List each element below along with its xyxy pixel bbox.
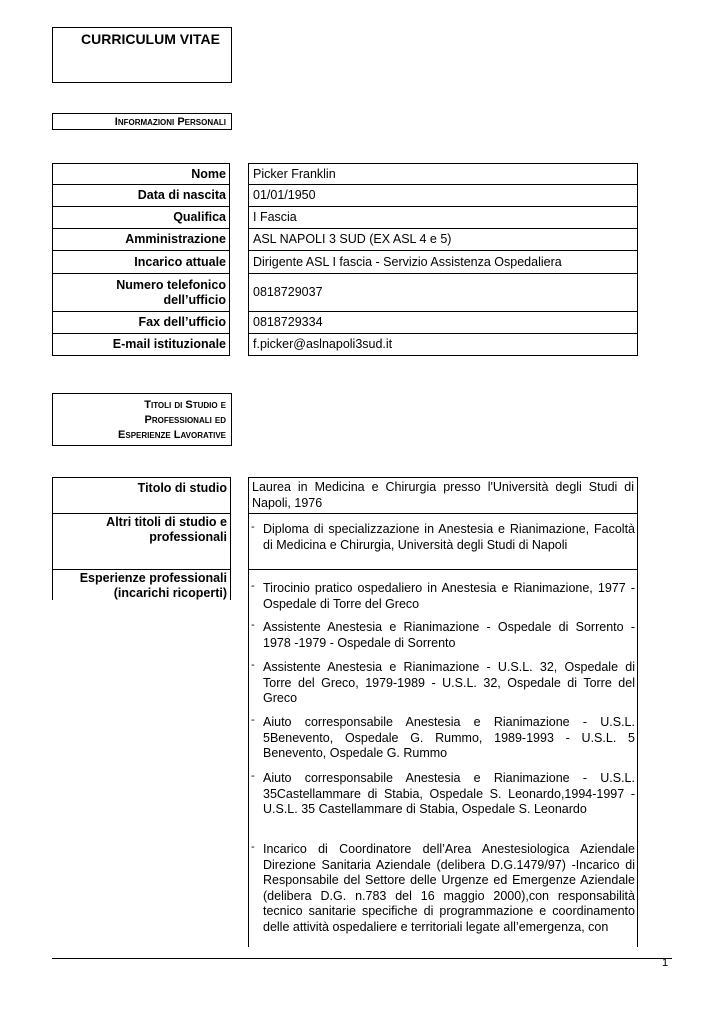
label-data-nascita: Data di nascita [52,184,230,207]
footer-divider [52,958,672,959]
label-numero-telefonico-line1: Numero telefonico [116,278,226,292]
section-heading-studies [52,393,232,446]
value-amministrazione: ASL NAPOLI 3 SUD (EX ASL 4 e 5) [248,228,638,251]
label-numero-telefonico-line2: dell’ufficio [163,293,226,307]
label-altri-titoli [52,515,230,545]
bullet-dash: - [251,521,255,533]
value-email: f.picker@aslnapoli3sud.it [248,333,638,356]
studies-value-border-right [637,477,638,947]
bullet-dash: - [251,841,255,853]
list-item [251,841,635,948]
value-numero-telefonico: 0818729037 [248,273,638,312]
label-numero-telefonico [52,273,230,312]
title-box [52,27,232,83]
bullet-dash: - [251,714,255,726]
list-item [251,580,635,612]
list-item [251,659,635,707]
bullet-dash: - [251,619,255,631]
page-number: 1 [662,957,669,969]
label-esperienze-line2: (incarichi ricoperti) [113,586,227,600]
list-item [251,714,635,762]
value-incarico-attuale: Dirigente ASL I fascia - Servizio Assistenza Ospedaliera [248,250,638,274]
studies-label-border-right [230,477,231,600]
studies-label-divider-2 [52,569,231,570]
list-item-text: Assistente Anestesia e Rianimazione - Ospedale di Sorrento - 1978 -1979 - Ospedale di Sorrento [263,620,635,650]
label-fax: Fax dell’ufficio [52,311,230,334]
value-nome: Picker Franklin [248,163,638,185]
studies-label-divider-1 [52,513,231,514]
list-item-text: Aiuto corresponsabile Anestesia e Rianimazione - U.S.L. 5Benevento, Ospedale G. Rummo, 1989-1993 - U.S.L. 5 Benevento, Ospedale G. Rummo [263,715,635,760]
bullet-dash: - [251,580,255,592]
label-titolo-studio: Titolo di studio [137,481,227,495]
label-incarico-attuale: Incarico attuale [52,250,230,274]
studies-value-divider-1 [248,513,638,514]
label-amministrazione: Amministrazione [52,228,230,251]
value-qualifica: I Fascia [248,206,638,229]
list-item-text: Diploma di specializzazione in Anestesia e Rianimazione, Facoltà di Medicina e Chirurgia, Università degli Studi di Napoli [263,522,635,552]
list-item-text: Assistente Anestesia e Rianimazione - U.S.L. 32, Ospedale di Torre del Greco, 1979-1989 - U.S.L. 32, Ospedale di Torre del Greco [263,660,635,705]
section-heading-studies-line3: Esperienze Lavorative [118,429,226,441]
label-esperienze [52,571,230,601]
label-qualifica: Qualifica [52,206,230,229]
page-title: CURRICULUM VITAE [81,31,220,47]
bullet-dash: - [251,659,255,671]
label-altri-titoli-line1: Altri titoli di studio e [106,515,227,529]
studies-label-border-top [52,477,231,478]
studies-value-divider-2 [248,569,638,570]
section-heading-personal [52,113,232,130]
section-heading-studies-line1: Titoli di Studio e [144,399,226,411]
label-altri-titoli-line2: professionali [149,530,227,544]
label-email: E-mail istituzionale [52,333,230,356]
list-item-text: Tirocinio pratico ospedaliero in Anestesia e Rianimazione, 1977 - Ospedale di Torre del Greco [263,581,635,611]
studies-value-border-left [248,477,249,947]
list-item [251,770,635,818]
bullet-dash: - [251,770,255,782]
list-item-text: Incarico di Coordinatore dell’Area Anestesiologica Aziendale Direzione Sanitaria Aziendale (delibera D.G.1479/97) -Incarico di Responsabile del Settore delle Urgenze ed Emergenze Aziendale (delibera D.G. n.783 del 16 maggio 2000),con responsabilità tecnico sanitarie specifiche di programmazione e coordinamento delle attività ospedaliere e territoriali legate all’emergenza, con [263,842,635,934]
list-item [251,619,635,651]
label-esperienze-line1: Esperienze professionali [79,571,227,585]
value-data-nascita: 01/01/1950 [248,184,638,207]
value-fax: 0818729334 [248,311,638,334]
section-heading-studies-line2: Professionali ed [144,414,226,426]
list-item [251,521,635,553]
value-titolo-studio: Laurea in Medicina e Chirurgia presso l'Università degli Studi di Napoli, 1976 [252,480,634,510]
label-nome: Nome [52,163,230,185]
studies-value-border-top [248,477,638,478]
list-item-text: Aiuto corresponsabile Anestesia e Rianimazione - U.S.L. 35Castellammare di Stabia, Ospedale S. Leonardo,1994-1997 - U.S.L. 35 Castellammare di Stabia, Ospedale S. Leonardo [263,771,635,816]
section-heading-personal-text: Informazioni Personali [114,116,226,128]
